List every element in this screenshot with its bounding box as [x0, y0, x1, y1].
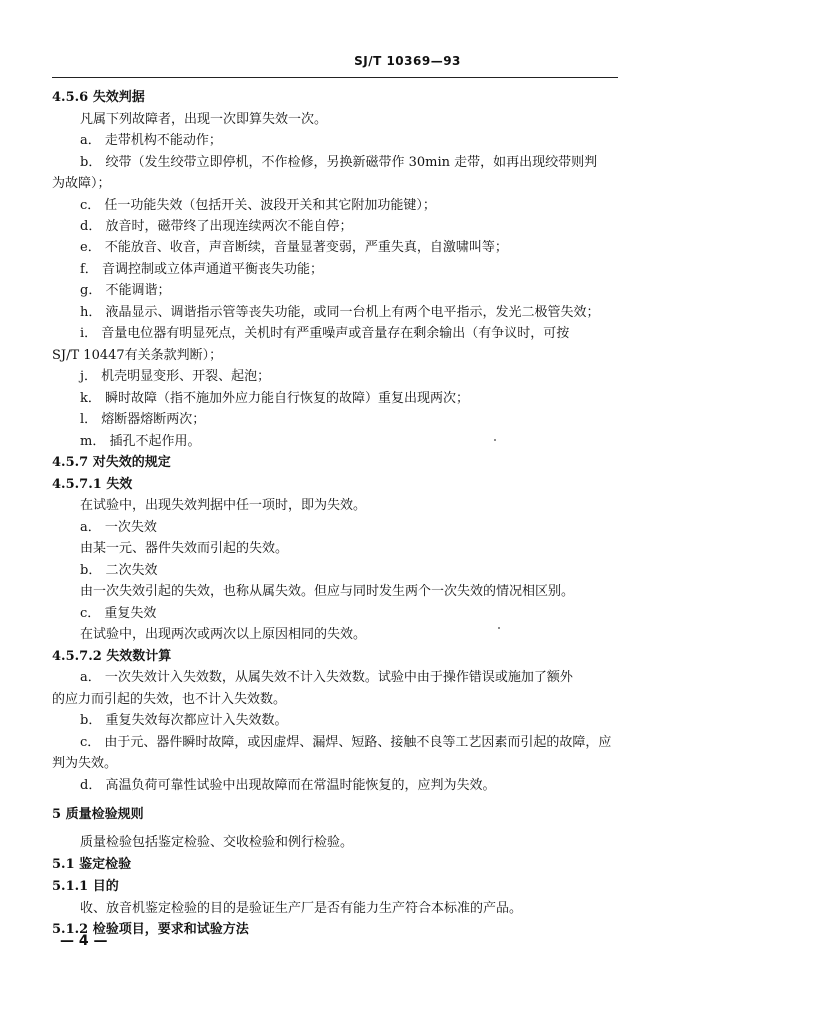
paragraph-line: 在试验中，出现两次或两次以上原因相同的失效。	[80, 627, 367, 642]
list-item: b． 二次失效	[80, 563, 158, 578]
paragraph-line: 质量检验包括鉴定检验、交收检验和例行检验。	[80, 835, 354, 850]
subsection-heading: 4.5.7.1 失效	[52, 477, 133, 492]
list-item-continuation: 为故障）；	[52, 176, 111, 191]
scan-speck	[498, 627, 500, 629]
subsection-heading: 5.1.2 检验项目，要求和试验方法	[52, 922, 249, 937]
section-heading: 4.5.6 失效判据	[52, 90, 145, 105]
list-item-continuation: SJ/T 10447有关条款判断）；	[52, 348, 223, 363]
list-item: a． 走带机构不能动作；	[80, 133, 222, 148]
section-heading: 5.1 鉴定检验	[52, 857, 132, 872]
list-item: j． 机壳明显变形、开裂、起泡；	[80, 369, 271, 384]
paragraph-line: 凡属下列故障者，出现一次即算失效一次。	[80, 112, 328, 127]
list-item: f． 音调控制或立体声通道平衡丧失功能；	[80, 262, 323, 277]
section-heading: 4.5.7 对失效的规定	[52, 455, 171, 470]
subsection-heading: 4.5.7.2 失效数计算	[52, 649, 172, 664]
list-item: g． 不能调谐；	[80, 283, 171, 298]
list-item: b． 绞带（发生绞带立即停机，不作检修，另换新磁带作 30min 走带，如再出现绞带则判	[80, 155, 598, 170]
chapter-heading: 5 质量检验规则	[52, 807, 144, 822]
list-item: c． 重复失效	[80, 606, 157, 621]
list-item: d． 放音时，磁带终了出现连续两次不能自停；	[80, 219, 353, 234]
scan-speck	[494, 439, 496, 441]
list-item: l． 熔断器熔断两次；	[80, 412, 206, 427]
list-item: c． 由于元、器件瞬时故障，或因虚焊、漏焊、短路、接触不良等工艺因素而引起的故障，应	[80, 735, 612, 750]
list-item: k． 瞬时故障（指不施加外应力能自行恢复的故障）重复出现两次；	[80, 391, 470, 406]
paragraph-line: 由某一元、器件失效而引起的失效。	[80, 541, 289, 556]
paragraph-line: 收、放音机鉴定检验的目的是验证生产厂是否有能力生产符合本标准的产品。	[80, 901, 523, 916]
list-item: h． 液晶显示、调谐指示管等丧失功能，或同一台机上有两个电平指示，发光二极管失效；	[80, 305, 600, 320]
header-rule	[52, 77, 618, 78]
list-item: a． 一次失效	[80, 520, 157, 535]
list-item: d． 高温负荷可靠性试验中出现故障而在常温时能恢复的，应判为失效。	[80, 778, 496, 793]
paragraph-line: 在试验中，出现失效判据中任一项时，即为失效。	[80, 498, 367, 513]
list-item: i． 音量电位器有明显死点，关机时有严重噪声或音量存在剩余输出（有争议时，可按	[80, 326, 570, 341]
paragraph-line: 由一次失效引起的失效，也称从属失效。但应与同时发生两个一次失效的情况相区别。	[80, 584, 575, 599]
list-item: m． 插孔不起作用。	[80, 434, 201, 449]
page-number: — 4 —	[60, 933, 108, 949]
list-item-continuation: 判为失效。	[52, 756, 118, 771]
list-item: b． 重复失效每次都应计入失效数。	[80, 713, 288, 728]
standard-number-header: SJ/T 10369—93	[354, 54, 461, 68]
list-item: e． 不能放音、收音，声音断续，音量显著变弱，严重失真，自激啸叫等；	[80, 240, 508, 255]
subsection-heading: 5.1.1 目的	[52, 879, 119, 894]
list-item: c． 任一功能失效（包括开关、波段开关和其它附加功能键）；	[80, 198, 436, 213]
list-item: a． 一次失效计入失效数，从属失效不计入失效数。试验中由于操作错误或施加了额外	[80, 670, 573, 685]
list-item-continuation: 的应力而引起的失效，也不计入失效数。	[52, 692, 287, 707]
